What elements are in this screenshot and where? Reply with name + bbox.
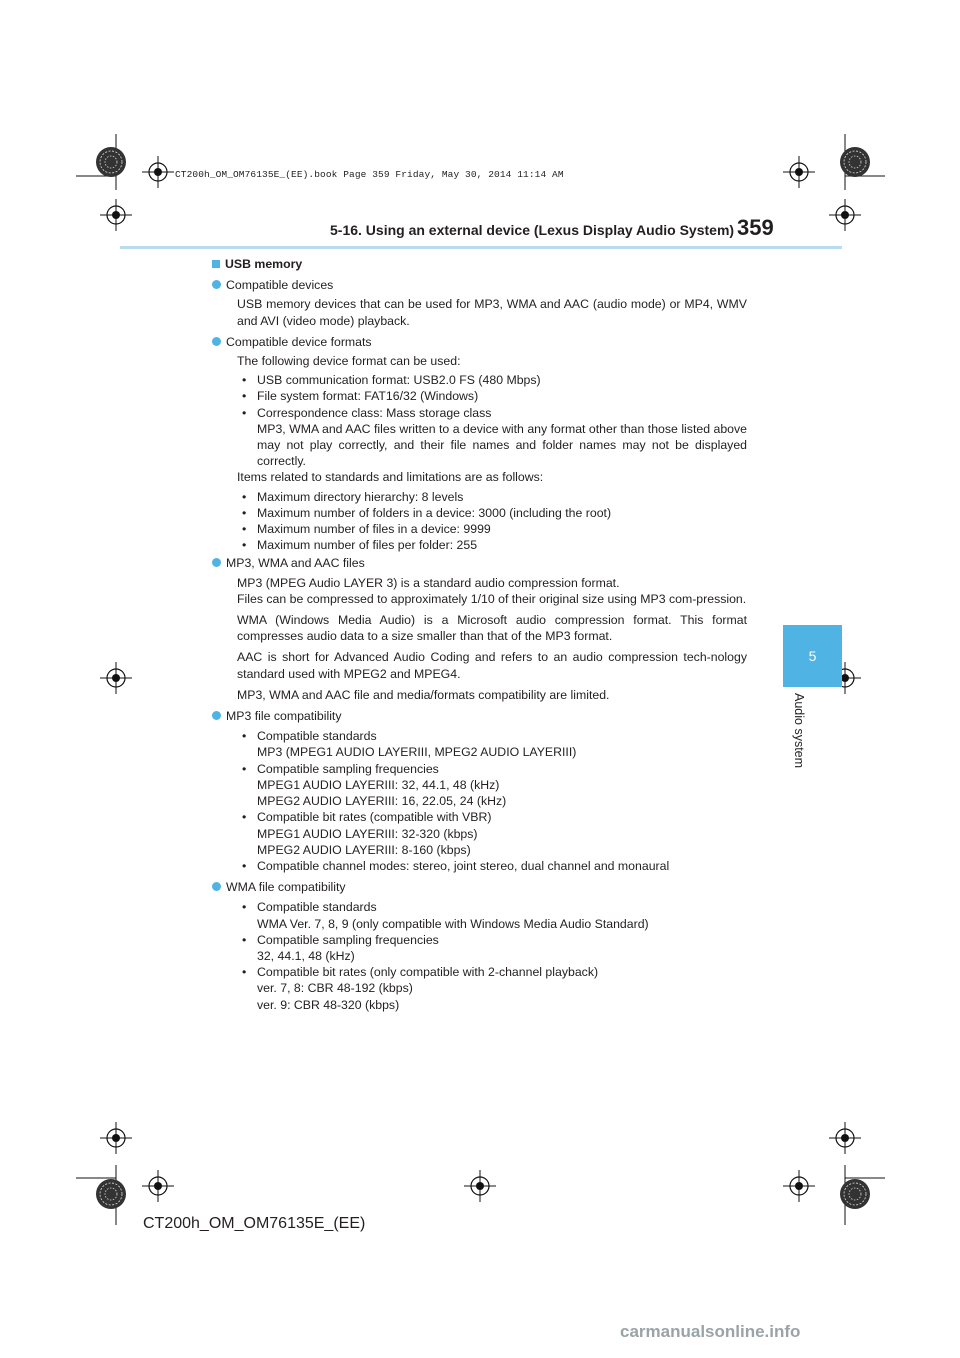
square-bullet-icon [212, 260, 220, 268]
list-item: • Compatible bit rates (compatible with VBR) [242, 810, 492, 825]
list-value: MPEG1 AUDIO LAYERIII: 32-320 (kbps) [257, 826, 478, 841]
list-item-text: Compatible sampling frequencies [257, 932, 439, 947]
list-value: MPEG2 AUDIO LAYERIII: 8-160 (kbps) [257, 842, 471, 857]
list-item: • USB communication format: USB2.0 FS (480 Mbps) [242, 373, 541, 388]
list-item-text: Compatible sampling frequencies [257, 761, 439, 776]
list-value: WMA Ver. 7, 8, 9 (only compatible with Windows Media Audio Standard) [257, 916, 649, 931]
page-number: 359 [737, 215, 774, 240]
chapter-side-label [790, 693, 806, 783]
header-rule [120, 246, 842, 249]
list-item: • Maximum number of files per folder: 255 [242, 538, 478, 553]
paragraph: USB memory devices that can be used for MP3, WMA and AAC (audio mode) or MP4, WMV and AVI (video mode) playback. [237, 297, 747, 328]
circle-bullet-icon [212, 280, 221, 289]
list-item-text: File system format: FAT16/32 (Windows) [257, 389, 479, 404]
bullet-mp3 [212, 708, 747, 724]
chapter-tab [783, 625, 842, 687]
bullet-title: WMA file compatibility [226, 880, 346, 895]
list-value: ver. 9: CBR 48-320 (kbps) [257, 997, 400, 1012]
list-item-text: Compatible bit rates (only compatible with 2-channel playback) [257, 965, 599, 980]
list-item: • Correspondence class: Mass storage class [242, 405, 492, 420]
list-value: ver. 7, 8: CBR 48-192 (kbps) [257, 981, 413, 996]
circle-bullet-icon [212, 337, 221, 346]
chapter-number: 5 [808, 648, 817, 664]
bullet-compatible-devices [212, 277, 747, 293]
list-item: • Maximum number of files in a device: 9999 [242, 522, 491, 537]
list-value: 32, 44.1, 48 (kHz) [257, 948, 355, 963]
paragraph: AAC is short for Advanced Audio Coding and refers to an audio compression tech-nology standard used with MPEG2 and MPEG4. [237, 650, 747, 681]
list-item: • Compatible standards [242, 900, 377, 915]
list-value: MPEG2 AUDIO LAYERIII: 16, 22.05, 24 (kHz) [257, 794, 507, 809]
paragraph: MP3, WMA and AAC file and media/formats compatibility are limited. [237, 687, 610, 702]
paragraph: MP3 (MPEG Audio LAYER 3) is a standard audio compression format. [237, 575, 620, 590]
list-item-text: Compatible standards [257, 729, 377, 744]
bullet-files [212, 555, 747, 571]
list-item-text: Compatible channel modes: stereo, joint stereo, dual channel and monaural [257, 858, 670, 873]
footer-code: CT200h_OM_OM76135E_(EE) [143, 1215, 366, 1232]
bullet-title: MP3 file compatibility [226, 709, 342, 724]
chapter-side-label-text: Audio system [792, 693, 806, 769]
list-item: • Compatible standards [242, 729, 377, 744]
list-item-text: Compatible bit rates (compatible with VBR) [257, 810, 492, 825]
bullet-title: Compatible devices [226, 278, 334, 293]
usb-memory-heading [212, 256, 747, 272]
bullet-title: Compatible device formats [226, 334, 372, 349]
bullet-device-formats [212, 334, 747, 350]
list-item: • Maximum number of folders in a device: 3000 (including the root) [242, 505, 612, 520]
list-value: MP3 (MPEG1 AUDIO LAYERIII, MPEG2 AUDIO LAYERIII) [257, 745, 577, 760]
bullet-wma [212, 879, 747, 895]
circle-bullet-icon [212, 711, 221, 720]
paragraph: The following device format can be used: [237, 354, 461, 369]
list-item-text: Maximum number of files per folder: 255 [257, 538, 478, 553]
list-item: • Compatible sampling frequencies [242, 761, 439, 776]
circle-bullet-icon [212, 558, 221, 567]
usb-memory-heading-text: USB memory [225, 257, 303, 271]
list-item-text: Correspondence class: Mass storage class [257, 405, 492, 420]
list-item: • Compatible bit rates (only compatible with 2-channel playback) [242, 965, 599, 980]
list-item-text: USB communication format: USB2.0 FS (480 Mbps) [257, 373, 541, 388]
paragraph: Items related to standards and limitations are as follows: [237, 470, 544, 485]
circle-bullet-icon [212, 882, 221, 891]
list-item: • File system format: FAT16/32 (Windows) [242, 389, 479, 404]
note-paragraph: MP3, WMA and AAC files written to a device with any format other than those listed above may not play correctly, and their file names and folder names may not be displayed correctly. [257, 421, 747, 469]
bullet-title: MP3, WMA and AAC files [226, 556, 365, 571]
book-info-line: CT200h_OM_OM76135E_(EE).book Page 359 Friday, May 30, 2014 11:14 AM [175, 169, 564, 180]
list-item-text: Maximum number of files in a device: 9999 [257, 522, 491, 537]
paragraph: WMA (Windows Media Audio) is a Microsoft audio compression format. This format compresses audio data to a size smaller than that of the MP3 format. [237, 613, 747, 644]
list-item-text: Compatible standards [257, 900, 377, 915]
list-value: MPEG1 AUDIO LAYERIII: 32, 44.1, 48 (kHz) [257, 777, 500, 792]
list-item: • Compatible sampling frequencies [242, 932, 439, 947]
paragraph: Files can be compressed to approximately 1/10 of their original size using MP3 com-pression. [237, 591, 747, 606]
main-content [212, 256, 747, 1013]
list-item-text: Maximum number of folders in a device: 3000 (including the root) [257, 505, 612, 520]
list-item: • Maximum directory hierarchy: 8 levels [242, 489, 464, 504]
watermark: carmanualsonline.info [620, 1322, 801, 1341]
list-item: • Compatible channel modes: stereo, joint stereo, dual channel and monaural [242, 858, 670, 873]
list-item-text: Maximum directory hierarchy: 8 levels [257, 489, 464, 504]
section-title: 5-16. Using an external device (Lexus Display Audio System) [330, 222, 735, 238]
